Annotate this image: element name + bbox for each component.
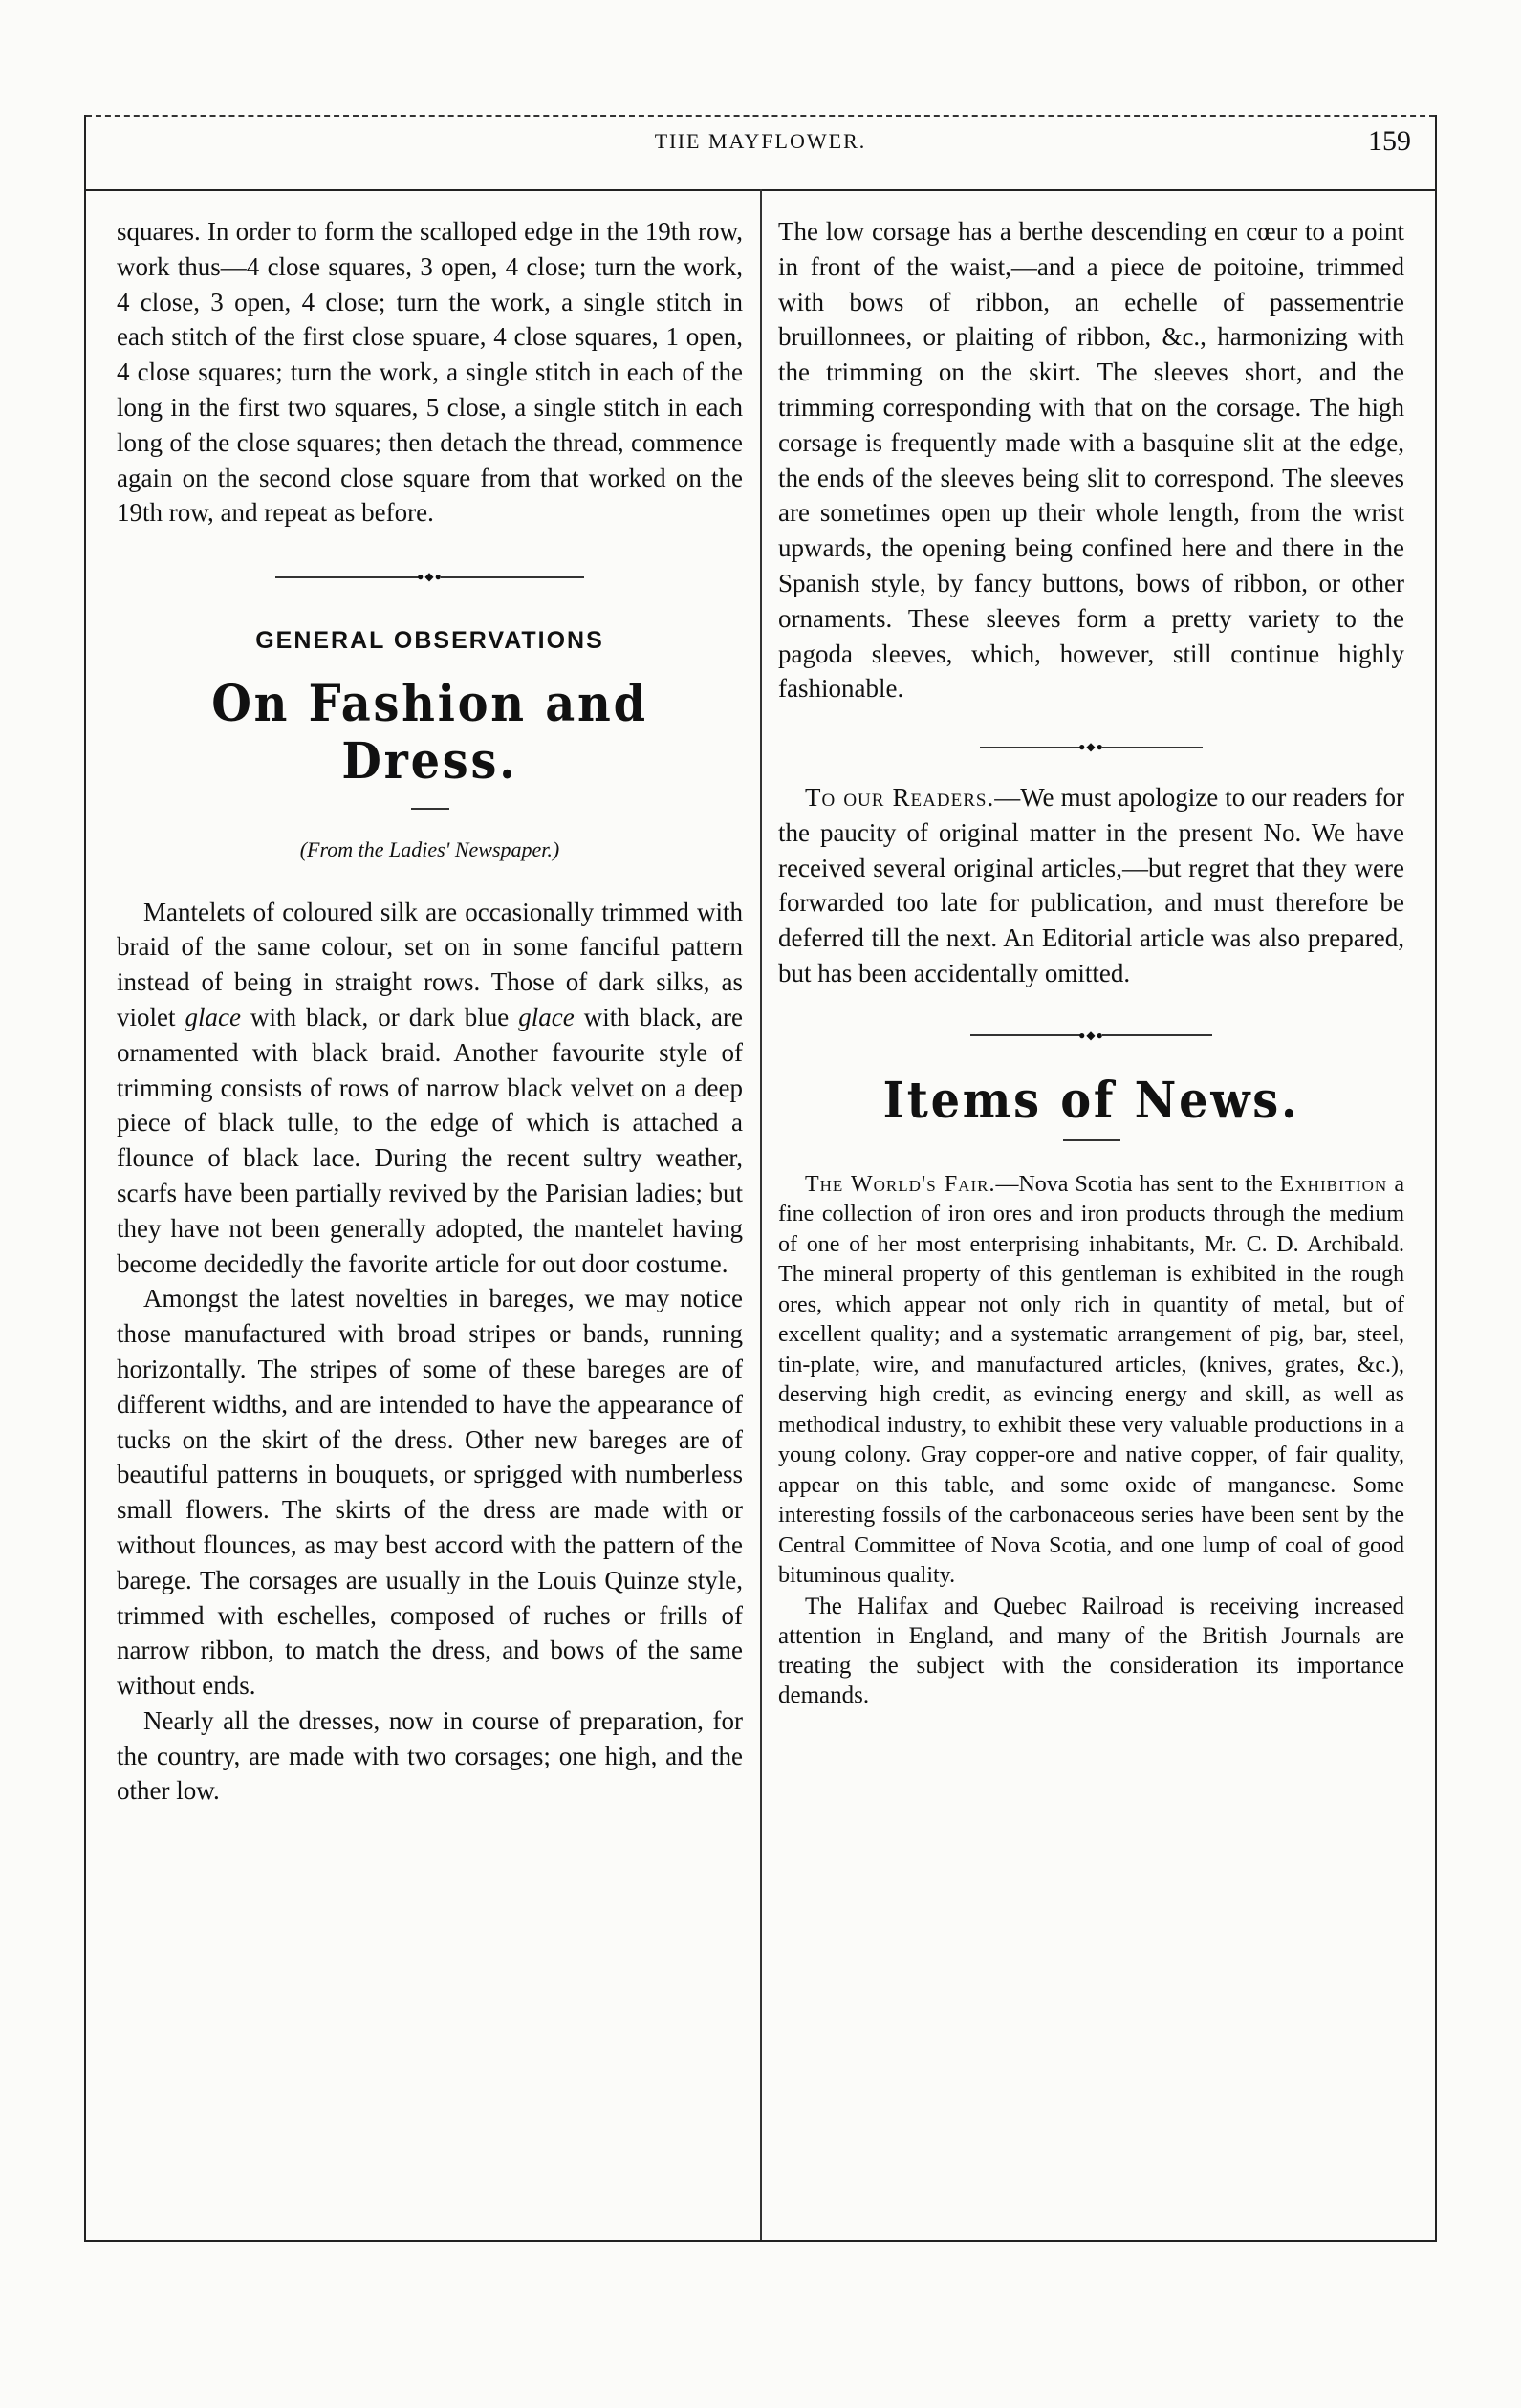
ornament-icon: ●◆● bbox=[1078, 740, 1104, 754]
short-rule bbox=[411, 808, 449, 810]
readers-notice: To our Readers.—We must apologize to our readers for the paucity of original matter in the present No. We have received several original articles,—but regret that they were forwarded too late for publication, and must therefore be deferred till the next. An Editorial article was also prepared, but has been accidentally omitted. bbox=[778, 782, 1405, 987]
column-divider bbox=[760, 189, 762, 2240]
crochet-paragraph: squares. In order to form the scalloped edge in the 19th row, work thus—4 close squares, 3 open, 4 close; turn the work, 4 close, 3 open, 4 close; turn the work, a single stitch in each stitch of the first close spuare, 4 close squares, 1 open, 4 close squares; turn the work, a single stitch in each of the long in the first two squares, 5 close, a single stitch in each long of the close squares; then detach the thread, commence again on the second close square from that worked on the 19th row, and repeat as before. bbox=[117, 217, 743, 528]
worlds-fair-paragraph: The World's Fair.—Nova Scotia has sent to the Exhibition a fine collection of iron ores and iron products through the medium of one of her most enterprising inhabitants, Mr. C. D. Archibald. The mineral property of this gentleman is exhibited in the rough ores, which appear not only rich in quantity of metal, but of excellent quality; and a systematic arrangement of pig, bar, steel, tin-plate, wire, and manufactured articles, (knives, grates, &c.), deserving high credit, as evincing energy and skill, as well as methodical industry, to exhibit these very valuable productions in a young colony. Gray copper-ore and native copper, of fair quality, appear on this table, and some oxide of manganese. Some interesting fossils of the carbonaceous series have been sent by the Central Committee of Nova Scotia, and one lump of coal of good bituminous quality. bbox=[778, 1171, 1404, 1589]
section-title-small: GENERAL OBSERVATIONS bbox=[255, 626, 604, 654]
running-title: THE MAYFLOWER. bbox=[654, 129, 867, 153]
fashion-paragraph-3: Nearly all the dresses, now in course of preparation, for the country, are made with two corsages; one high, and the other low. bbox=[117, 1705, 743, 1806]
section-title-large: On Fashion and Dress. bbox=[211, 674, 648, 791]
ornament-icon: ●◆● bbox=[417, 570, 443, 584]
ornament-rule bbox=[778, 1018, 1404, 1053]
railroad-paragraph: The Halifax and Quebec Railroad is receiving increased attention in England, and many of the British Journals are treating the subject with the consideration its importance demands. bbox=[778, 1593, 1404, 1708]
ornament-icon: ●◆● bbox=[1078, 1028, 1104, 1042]
top-border bbox=[86, 115, 1435, 117]
ornament-rule bbox=[117, 559, 743, 595]
left-column bbox=[117, 214, 743, 1809]
right-column bbox=[778, 214, 1404, 1710]
short-rule bbox=[1063, 1139, 1120, 1141]
fashion-paragraph-1: Mantelets of coloured silk are occasionally trimmed with braid of the same colour, set on in some fanciful pattern instead of being in straight rows. Those of dark silks, as violet glace with black, or dark blue glace with black, are ornamented with black braid. Another favourite style of trimming consists of rows of narrow black velvet on a deep piece of black tulle, to the edge of which is attached a flounce of black lace. During the recent sultry weather, scarfs have been partially revived by the Parisian ladies; but they have not been generally adopted, the mantelet having become decidedly the favorite article for out door costume. bbox=[117, 897, 743, 1278]
page-frame bbox=[84, 115, 1437, 2242]
ornament-rule bbox=[778, 729, 1404, 765]
page-number: 159 bbox=[1368, 125, 1411, 157]
news-title: Items of News. bbox=[882, 1071, 1300, 1130]
corsage-paragraph: The low corsage has a berthe descending en cœur to a point in front of the waist,—and a piece de poitoine, trimmed with bows of ribbon, an echelle of passementrie bruillonnees, or plaiting of ribbon, &c., harmonizing with the trimming on the skirt. The sleeves short, and the trimming corresponding with that on the corsage. The high corsage is frequently made with a basquine slit at the edge, the ends of the sleeves being slit to correspond. The sleeves are sometimes open up their whole length, from the wrist upwards, the opening being confined here and there in the Spanish style, by fancy buttons, bows of ribbon, or other ornaments. These sleeves form a pretty variety to the pagoda sleeves, which, however, still continue highly fashionable. bbox=[778, 217, 1404, 704]
fashion-paragraph-2: Amongst the latest novelties in bareges, we may notice those manufactured with broad stripes or bands, running horizontally. The stripes of some of these bareges are of different widths, and are intended to have the appearance of tucks on the skirt of the dress. Other new bareges are of beautiful patterns in bouquets, or sprigged with numberless small flowers. The skirts of the dress are made with or without flounces, as may best accord with the pattern of the barege. The corsages are usually in the Louis Quinze style, trimmed with eschelles, composed of ruches or frills of narrow ribbon, to match the dress, and bows of the same without ends. bbox=[117, 1284, 743, 1701]
source-note: (From the Ladies' Newspaper.) bbox=[299, 836, 560, 861]
running-head bbox=[86, 125, 1435, 167]
